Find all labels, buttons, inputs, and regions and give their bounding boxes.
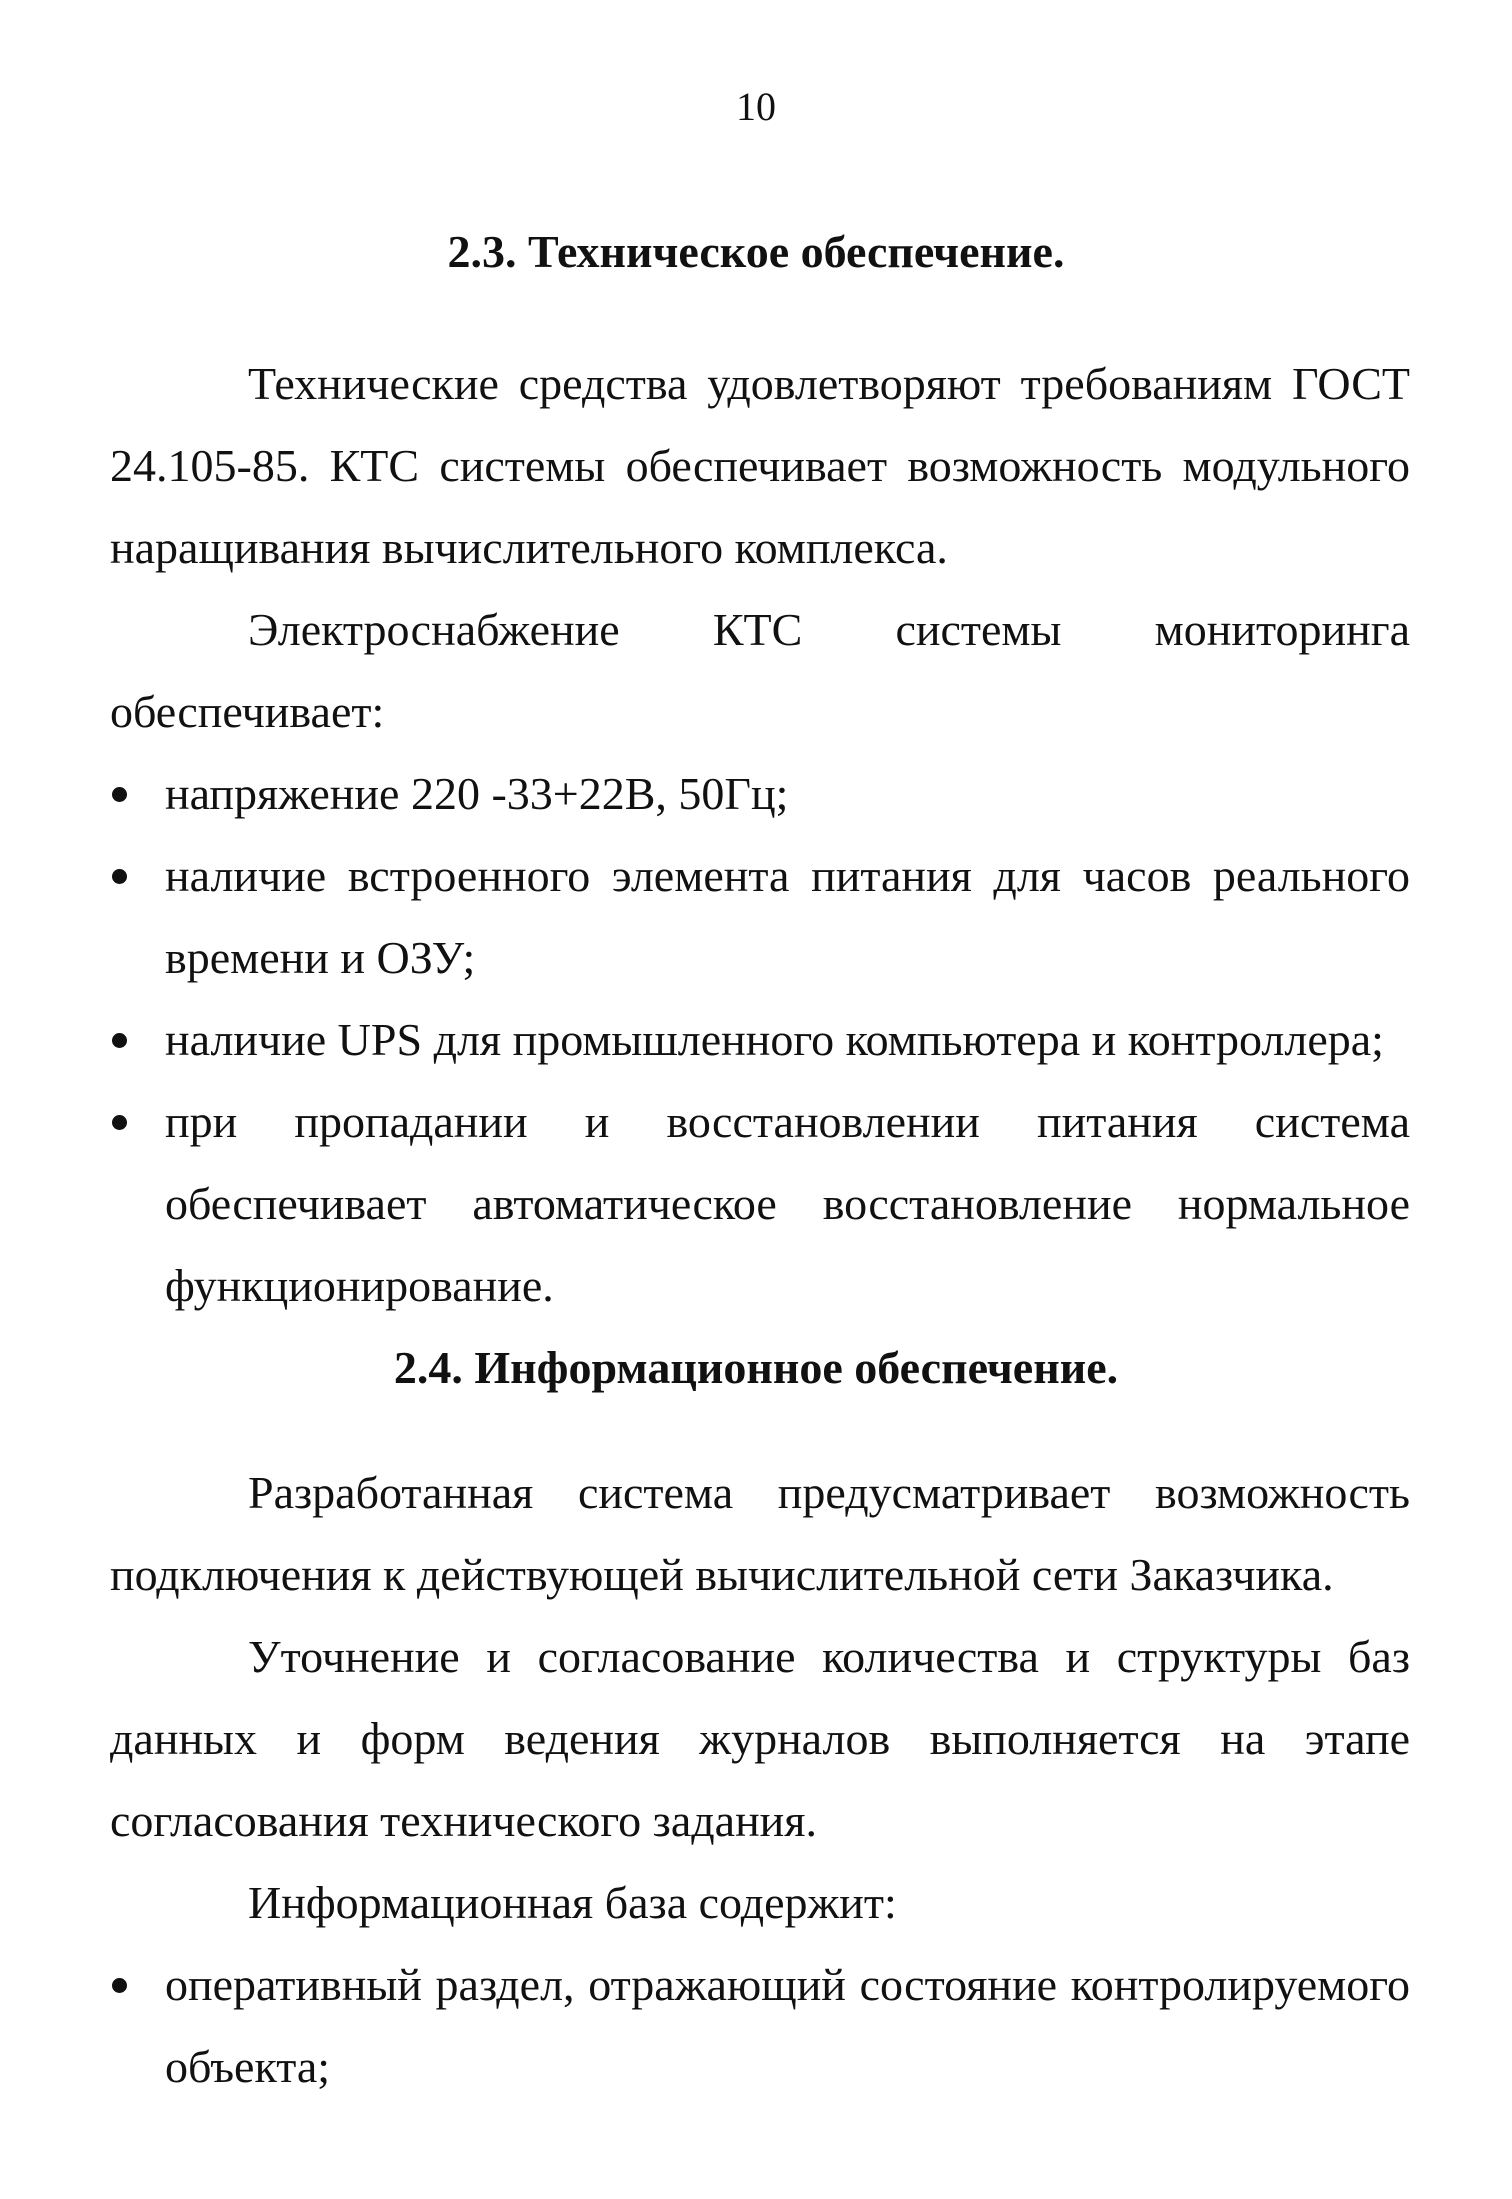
bullet-icon xyxy=(112,1115,127,1130)
list-item xyxy=(110,835,1410,999)
section-2-3-paragraph-1: Технические средства удовлетворяют требованиям ГОСТ 24.105-85. КТС системы обеспечивает возможность модульного наращивания вычислительного комплекса. xyxy=(110,358,1410,573)
section-2-3-paragraph-2: Электроснабжение КТС системы мониторинга обеспечивает: xyxy=(110,604,1410,737)
list-item-text: наличие встроенного элемента питания для часов реального времени и ОЗУ; xyxy=(165,850,1410,983)
section-2-4-paragraph-2: Уточнение и согласование количества и структуры баз данных и форм ведения журналов выполняется на этапе согласования технического задания. xyxy=(110,1631,1410,1846)
list-item xyxy=(110,753,1410,835)
section-2-4-bullet-list xyxy=(110,1944,1410,2108)
section-2-4-paragraph-3: Информационная база содержит: xyxy=(248,1877,897,1928)
list-item-text: напряжение 220 -33+22В, 50Гц; xyxy=(165,768,789,819)
bullet-icon xyxy=(112,869,127,884)
section-2-4-paragraph-1: Разработанная система предусматривает возможность подключения к действующей вычислительной сети Заказчика. xyxy=(110,1467,1410,1600)
list-item xyxy=(110,999,1410,1081)
page-number: 10 xyxy=(736,84,776,129)
section-2-3-bullet-list xyxy=(110,753,1410,1327)
section-2-4-body xyxy=(110,1452,1410,2108)
list-item-text: при пропадании и восстановлении питания система обеспечивает автоматическое восстановление нормальное функционирование. xyxy=(165,1096,1410,1311)
list-item xyxy=(110,1081,1410,1327)
bullet-icon xyxy=(112,1033,127,1048)
section-2-3-body xyxy=(110,343,1410,1327)
section-2-4-title: 2.4. Информационное обеспечение. xyxy=(393,1342,1119,1393)
list-item-text: наличие UPS для промышленного компьютера и контроллера; xyxy=(165,1014,1384,1065)
list-item-text: оперативный раздел, отражающий состояние контролируемого объекта; xyxy=(165,1959,1410,2092)
bullet-icon xyxy=(112,1978,127,1993)
bullet-icon xyxy=(112,787,127,802)
list-item xyxy=(110,1944,1410,2108)
section-2-3-title: 2.3. Техническое обеспечение. xyxy=(447,226,1065,277)
